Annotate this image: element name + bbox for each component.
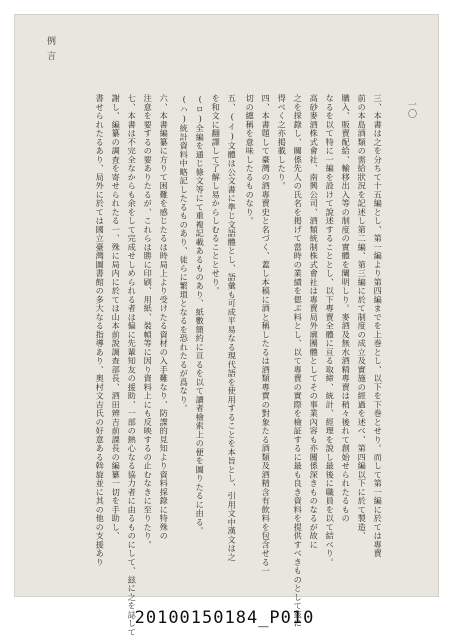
page-number: 一〇: [406, 100, 416, 118]
text-column-5: 高砂麥酒株式會社、南興公司、酒類統制株式會社は專賣局外廓團體としてその事業內容も亦關係深きものなるが故に: [309, 94, 320, 549]
text-column-13: (ハ)統計資料中略記したるものあり、徒らに繁瑣となるを恐れたるが爲なり。: [179, 94, 190, 413]
text-column-18: 書せられたるあり、局外に於ては國立臺灣圖書館の多大なる指導あり、奥村文吉氏の好意ある斡旋並に其の他の支援あり: [95, 94, 106, 567]
text-column-7: 得べく之亦掲載したり。: [277, 94, 288, 191]
text-column-4: なるを以て特に一編を設けて說述することとし、以下專賣全體に亘る取締、統計、經理を說し最後に職員を以て結べり。: [325, 94, 336, 567]
text-column-6: 之を採錄し、關係先人の氏名を掲げて當時の業績を偲ぶ料とし、以て專賣の實際を檢証するに最も良き資料を提供すべきものとして茲に: [293, 94, 304, 628]
text-column-12: (ロ)全編を通じ條文等にて重複記載あるものあり、紙數簡約に亘るを以て讀者檢索上の便を圖りたるに由る。: [195, 94, 206, 536]
text-column-1: 三、本書は之を分ちて十五編とし、第一編より第四編までを上巻とし、以下を下巻とせり。而して第一編に於ては專賣: [373, 94, 384, 558]
text-column-10: 五、(イ)文體は公文書に準じ文語體とし、語彙も可成平易なる現代語を使用することを本旨とし、引用文中漢文は之: [227, 94, 238, 562]
text-column-15: 注意を要するの要ありたるが、これらは勝に印刷、用紙、裝幀等に因り資料上にも反映するの止むなきに至りたり。: [143, 94, 154, 549]
text-column-3: 購入、販賣配給、輸移出入等の制度の實體を闡明しり。麥酒及無水酒精專賣は稍々後れて創始せられたるもの: [341, 94, 352, 523]
image-id-caption: 20100150184_P010: [134, 608, 315, 628]
text-column-2: 前の本島酒類の需給狀況を記述し第二編、第三編に於て制度の成立及實施の經過を述べ、第四編以下に於て製造、: [357, 94, 368, 541]
text-column-16: 七、本書は不完全なからも余をして完成せしめられる者は偏に先輩知友の援助、一部の熱心なる協力者に由るものにして、玆に之を誌して: [127, 94, 138, 637]
text-column-17: 謝し、編纂の調査を寄せられたる一、殊に局内に於ては山本前說調查部長、酒田辨吉前課長の編纂一切を手助し、: [111, 94, 122, 541]
text-column-14: 六、本書編纂に方りて困難を感じたるは時局上より受けたる資材の入手難なり、防諜的見知より資料採錄に特殊の: [159, 94, 170, 541]
text-column-11: を和文に翻譯して了解し易からしむることとせり。: [211, 94, 222, 296]
text-column-9: 切の總稱を意味したるものなり。: [245, 94, 256, 226]
page-header-title: 例言: [45, 36, 55, 66]
text-column-8: 四、本書題して臺灣の酒專賣史と名づく、蓋し本稿に酒と稱したるは酒類專賣の對象たる酒類及酒精含有飲料を包含せる一: [261, 94, 272, 576]
